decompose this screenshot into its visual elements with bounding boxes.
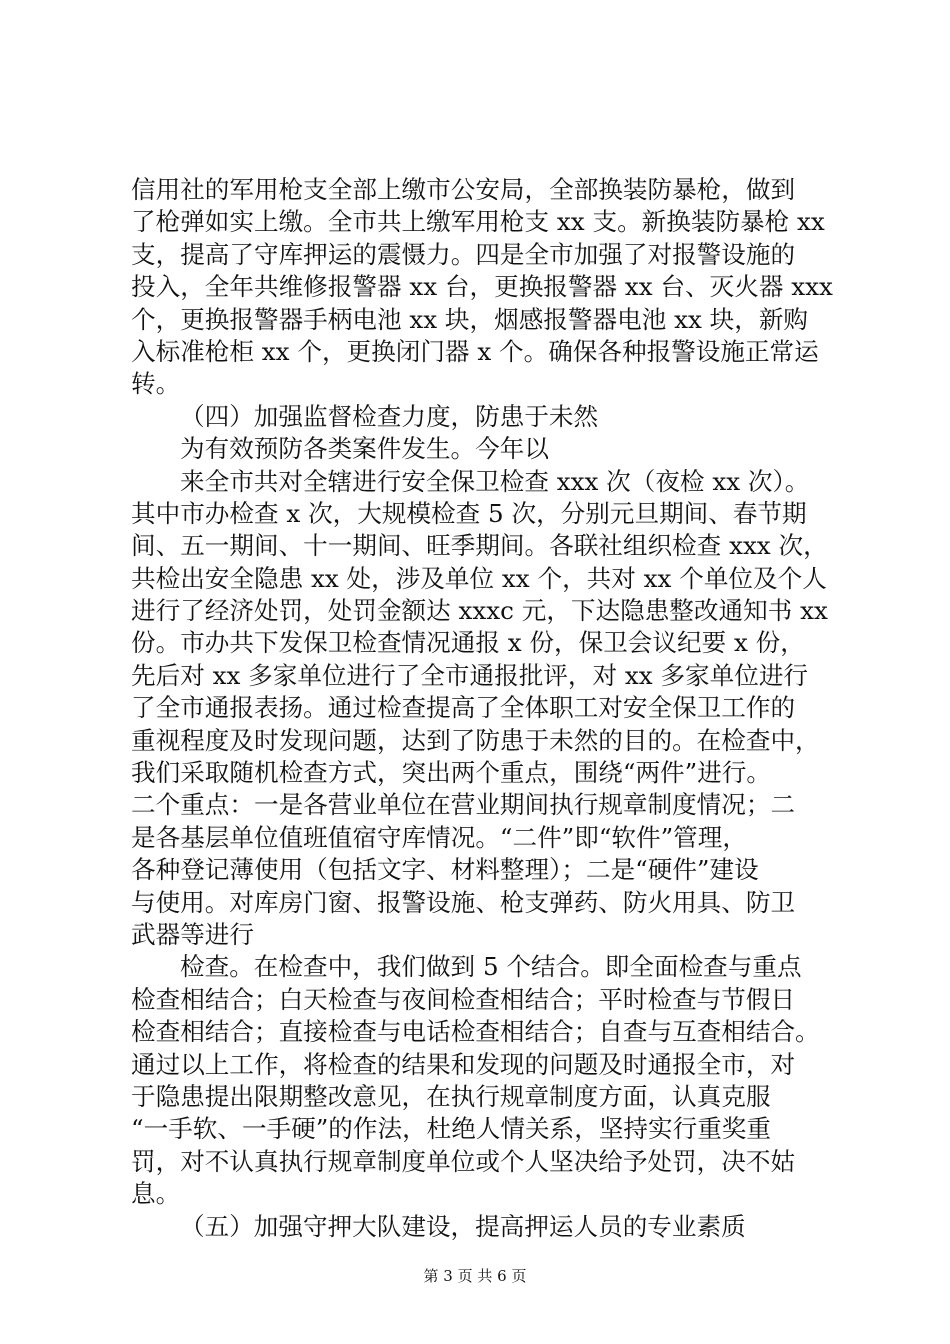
text-line: 先后对 xx 多家单位进行了全市通报批评，对 xx 多家单位进行	[131, 660, 809, 690]
text-line: 于隐患提出限期整改意见，在执行规章制度方面，认真克服	[131, 1081, 771, 1111]
text-line: 检查。在检查中，我们做到 5 个结合。即全面检查与重点	[180, 952, 802, 982]
section-heading: （四）加强监督检查力度，防患于未然	[180, 401, 599, 431]
text-line: 检查相结合；直接检查与电话检查相结合；自查与互查相结合。	[131, 1017, 820, 1047]
text-line: 份。市办共下发保卫检查情况通报 x 份，保卫会议纪要 x 份，	[131, 628, 805, 658]
text-line: 重视程度及时发现问题，达到了防患于未然的目的。在检查中，	[131, 725, 820, 755]
text-line: 间、五一期间、十一期间、旺季期间。各联社组织检查 xxx 次，	[131, 531, 828, 561]
text-line: 转。	[131, 369, 181, 399]
section-heading: （五）加强守押大队建设，提高押运人员的专业素质	[180, 1211, 746, 1241]
text-line: 信用社的军用枪支全部上缴市公安局，全部换装防暴枪，做到	[131, 175, 796, 204]
text-line: 来全市共对全辖进行安全保卫检查 xxx 次（夜检 xx 次）。	[180, 466, 810, 496]
text-line: 息。	[131, 1179, 181, 1209]
text-line: 入标准枪柜 xx 个，更换闭门器 x 个。确保各种报警设施正常运	[131, 336, 819, 366]
text-line: 共检出安全隐患 xx 处，涉及单位 xx 个，共对 xx 个单位及个人	[131, 563, 827, 593]
text-line: 进行了经济处罚，处罚金额达 xxxc 元，下达隐患整改通知书 xx	[131, 596, 828, 626]
text-line: 通过以上工作，将检查的结果和发现的问题及时通报全市，对	[131, 1049, 796, 1079]
text-line: 个，更换报警器手柄电池 xx 块，烟感报警器电池 xx 块，新购	[131, 304, 809, 334]
page-footer: 第 3 页 共 6 页	[423, 1267, 527, 1285]
text-line: 为有效预防各类案件发生。今年以	[180, 434, 549, 464]
text-line: 各种登记薄使用（包括文字、材料整理）；二是“硬件”建设	[131, 855, 759, 885]
text-line: 二个重点：一是各营业单位在营业期间执行规章制度情况；二	[131, 790, 796, 820]
text-line: 罚，对不认真执行规章制度单位或个人坚决给予处罚，决不姑	[131, 1146, 796, 1176]
text-line: 了枪弹如实上缴。全市共上缴军用枪支 xx 支。新换装防暴枪 xx	[131, 207, 825, 237]
text-line: 了全市通报表扬。通过检查提高了全体职工对安全保卫工作的	[131, 693, 796, 723]
text-line: 是各基层单位值班值宿守库情况。“二件”即“软件”管理，	[131, 822, 747, 852]
text-line: 投入，全年共维修报警器 xx 台，更换报警器 xx 台、灭火器 xxx	[131, 272, 833, 302]
body-text	[131, 174, 831, 1243]
text-line: “一手软、一手硬”的作法，杜绝人情关系，坚持实行重奖重	[131, 1114, 771, 1144]
text-line: 支，提高了守库押运的震慑力。四是全市加强了对报警设施的	[131, 239, 796, 269]
text-line: 其中市办检查 x 次，大规模检查 5 次，分别元旦期间、春节期	[131, 498, 807, 528]
text-line: 我们采取随机检查方式，突出两个重点，围绕“两件”进行。	[131, 758, 771, 788]
text-line: 与使用。对库房门窗、报警设施、枪支弹药、防火用具、防卫	[131, 887, 796, 917]
text-line: 武器等进行	[131, 919, 254, 949]
text-line: 检查相结合；白天检查与夜间检查相结合；平时检查与节假日	[131, 984, 796, 1014]
